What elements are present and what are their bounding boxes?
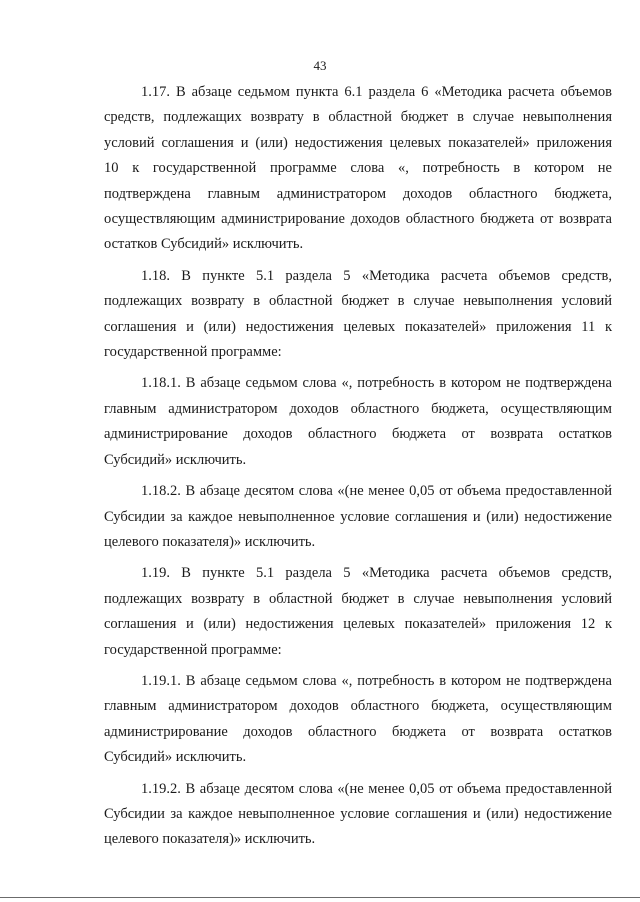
text-line: соглашения и (или) недостижения целевых показателей» приложения 11 к [104,318,612,335]
text-line: остатков Субсидий» исключить. [104,236,304,253]
paragraph-1-19 [104,561,612,663]
text-line: средств, подлежащих возврату в областной бюджет в случае невыполнения [104,109,612,126]
text-line: подлежащих возврату в областной бюджет в случае невыполнения условий [104,293,612,310]
paragraph-1-18-2 [104,479,612,555]
text-line: 1.19.2. В абзаце десятом слова «(не менее 0,05 от объема предоставленной [141,780,612,797]
paragraph-1-19-1 [104,669,612,771]
text-line: осуществляющим администрирование доходов областного бюджета от возврата [104,211,612,228]
text-line: государственной программе: [104,641,282,658]
text-line: Субсидий» исключить. [104,749,247,766]
text-line: администрирование доходов областного бюджета от возврата остатков [104,426,612,443]
paragraph-1-18 [104,264,612,366]
page-number: 43 [313,58,327,73]
text-line: главным администратором доходов областного бюджета, осуществляющим [104,400,612,417]
text-line: Субсидии за каждое невыполненное условие соглашения и (или) недостижение [104,805,612,822]
text-line: целевого показателя)» исключить. [104,533,316,550]
text-line: условий соглашения и (или) недостижения целевых показателей» приложения [104,134,612,151]
text-line: подтверждена главным администратором доходов областного бюджета, [104,185,612,202]
text-line: 1.18. В пункте 5.1 раздела 5 «Методика расчета объемов средств, [141,267,612,284]
text-line: 10 к государственной программе слова «, потребность в котором не [104,160,612,177]
text-line: государственной программе: [104,344,282,361]
paragraph-1-17 [104,80,612,258]
text-line: 1.19.1. В абзаце седьмом слова «, потребность в котором не подтверждена [141,672,612,689]
text-line: 1.18.1. В абзаце седьмом слова «, потребность в котором не подтверждена [141,375,612,392]
text-line: Субсидий» исключить. [104,451,247,468]
document-body [104,80,612,859]
paragraph-1-19-2 [104,777,612,853]
text-line: Субсидии за каждое невыполненное условие соглашения и (или) недостижение [104,508,612,525]
text-line: администрирование доходов областного бюджета от возврата остатков [104,723,612,740]
page-bottom-edge [0,897,640,898]
text-line: главным администратором доходов областного бюджета, осуществляющим [104,698,612,715]
text-line: 1.17. В абзаце седьмом пункта 6.1 раздела 6 «Методика расчета объемов [141,84,612,100]
paragraph-1-18-1 [104,371,612,473]
text-line: 1.18.2. В абзаце десятом слова «(не менее 0,05 от объема предоставленной [141,483,612,500]
text-line: целевого показателя)» исключить. [104,831,316,848]
text-line: 1.19. В пункте 5.1 раздела 5 «Методика расчета объемов средств, [141,565,612,582]
text-line: подлежащих возврату в областной бюджет в случае невыполнения условий [104,590,612,607]
text-line: соглашения и (или) недостижения целевых показателей» приложения 12 к [104,616,612,633]
